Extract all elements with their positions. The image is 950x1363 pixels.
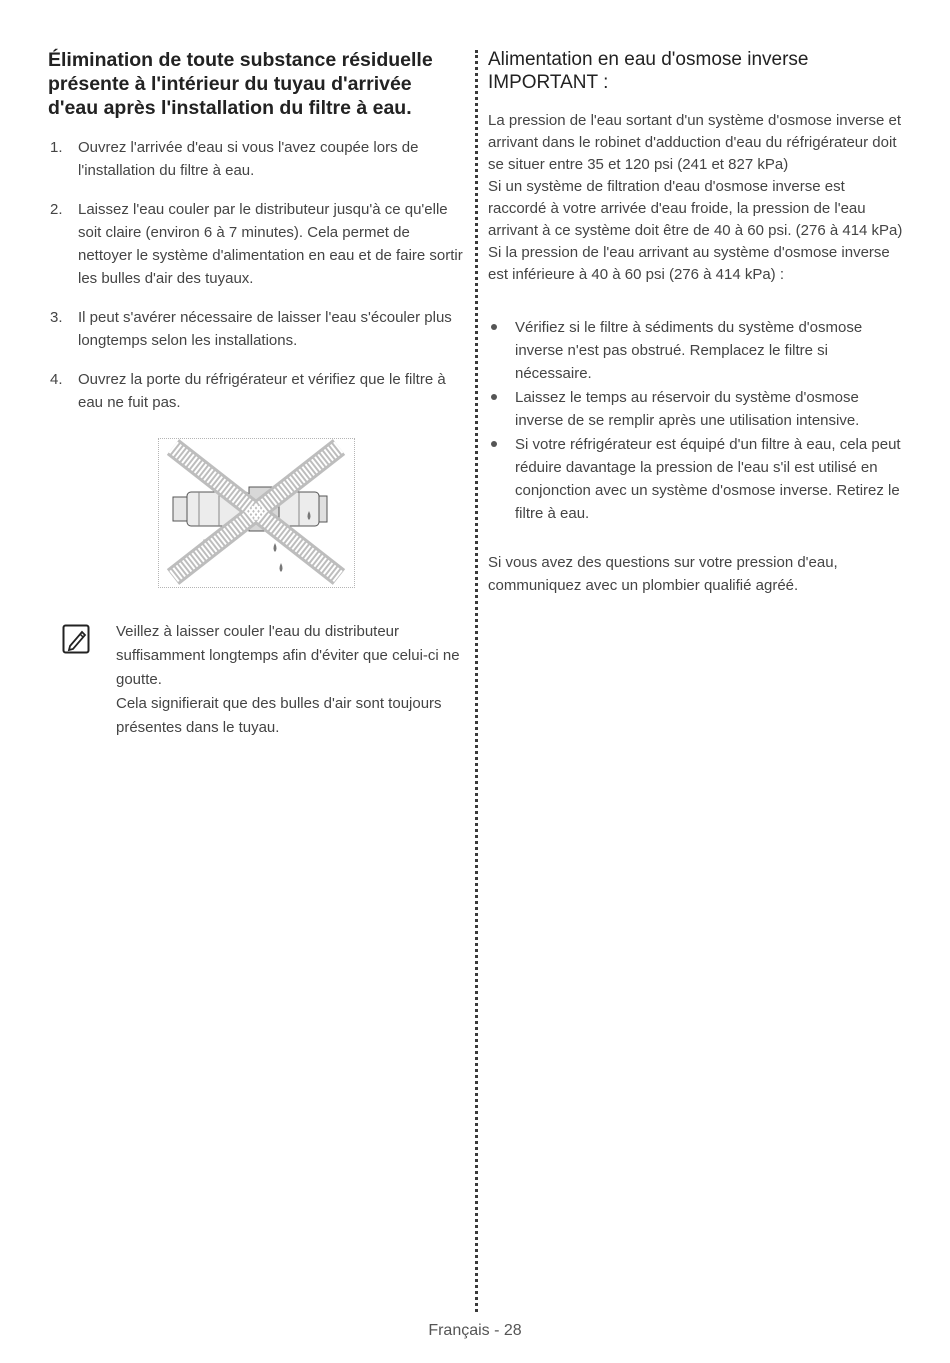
water-drop-icon [274, 543, 277, 552]
bullet-icon [491, 441, 497, 447]
list-item [488, 316, 903, 385]
instruction-steps [48, 136, 466, 414]
important-label: IMPORTANT : [488, 72, 609, 93]
filter-cap-right [319, 496, 327, 522]
intro-paragraph: Si la pression de l'eau arrivant au système d'osmose inverse est inférieure à 40 à 60 psi (276 à 414 kPa) : [488, 244, 890, 283]
pressure-intro [488, 110, 903, 286]
step-item [48, 198, 466, 290]
left-column [48, 48, 466, 740]
note-text: Cela signifierait que des bulles d'air sont toujours présentes dans le tuyau. [116, 695, 442, 736]
step-text: Laissez l'eau couler par le distributeur jusqu'à ce qu'elle soit claire (environ 6 à 7 minutes). Cela permet de nettoyer le système d'alimentation en eau et de faire sortir les bulles d'air des tuyaux. [78, 201, 463, 287]
right-heading-title: Alimentation en eau d'osmose inverse [488, 49, 809, 70]
step-number: 2. [50, 201, 63, 218]
intro-paragraph: Si un système de filtration d'eau d'osmose inverse est raccordé à votre arrivée d'eau froide, la pression de l'eau arrivant à ce système doit être de 40 à 60 psi. (276 à 414 kPa) [488, 178, 903, 239]
bullet-text: Laissez le temps au réservoir du système d'osmose inverse de se remplir après une utilisation intensive. [515, 389, 860, 429]
crossed-filter-drawing [159, 439, 354, 587]
bullet-icon [491, 394, 497, 400]
page-footer: Français - 28 [428, 1322, 522, 1339]
closing-paragraph: Si vous avez des questions sur votre pression d'eau, communiquez avec un plombier qualifié agréé. [488, 554, 838, 594]
bullet-text: Si votre réfrigérateur est équipé d'un filtre à eau, cela peut réduire davantage la pression de l'eau s'il est utilisé en conjonction avec un système d'osmose inverse. Retirez le filtre à eau. [515, 436, 901, 522]
column-divider [475, 50, 478, 1312]
water-filter-leak-illustration [158, 438, 355, 588]
bullet-icon [491, 324, 497, 330]
step-number: 3. [50, 309, 63, 326]
note-text: Veillez à laisser couler l'eau du distributeur suffisamment longtemps afin d'éviter que celui-ci ne goutte. [116, 623, 460, 688]
filter-cap-left [173, 497, 187, 521]
bullet-list [488, 316, 903, 525]
intro-paragraph: La pression de l'eau sortant d'un système d'osmose inverse et arrivant dans le robinet d'adduction d'eau du réfrigérateur doit se situer entre 35 et 120 psi (241 et 827 kPa) [488, 112, 901, 173]
note-box [48, 620, 466, 740]
note-pencil-icon [62, 624, 92, 654]
step-text: Ouvrez la porte du réfrigérateur et vérifiez que le filtre à eau ne fuit pas. [78, 371, 446, 411]
water-drop-icon [280, 563, 283, 572]
step-item [48, 136, 466, 182]
right-heading [488, 48, 903, 94]
list-item [488, 386, 903, 432]
right-column [488, 48, 903, 597]
step-number: 1. [50, 139, 63, 156]
step-number: 4. [50, 371, 63, 388]
step-item [48, 368, 466, 414]
step-text: Il peut s'avérer nécessaire de laisser l'eau s'écouler plus longtemps selon les installations. [78, 309, 452, 349]
bullet-text: Vérifiez si le filtre à sédiments du système d'osmose inverse n'est pas obstrué. Remplacez le filtre si nécessaire. [515, 319, 863, 382]
list-item [488, 433, 903, 525]
left-heading: Élimination de toute substance résiduelle présente à l'intérieur du tuyau d'arrivée d'eau après l'installation du filtre à eau. [48, 49, 433, 119]
step-item [48, 306, 466, 352]
step-text: Ouvrez l'arrivée d'eau si vous l'avez coupée lors de l'installation du filtre à eau. [78, 139, 419, 179]
